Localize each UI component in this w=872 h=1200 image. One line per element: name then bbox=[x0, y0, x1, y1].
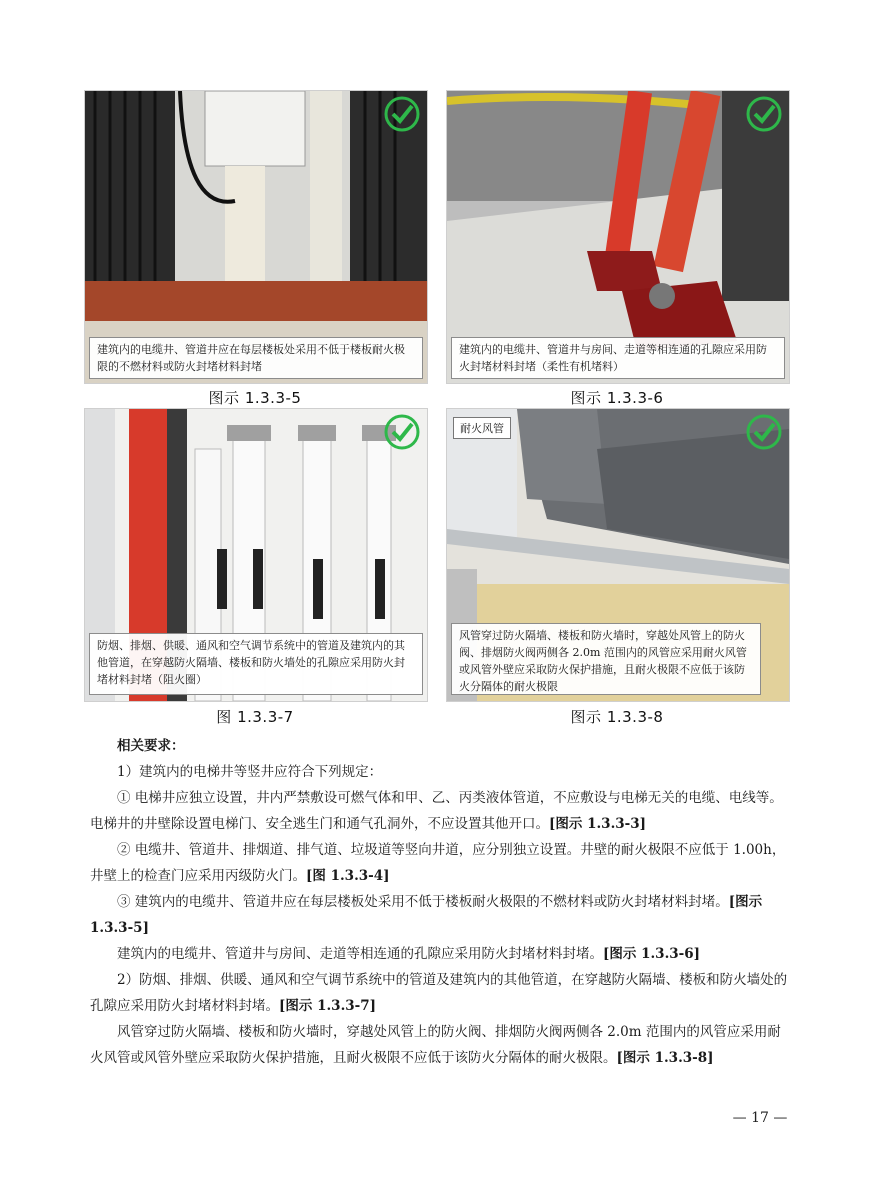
figure-reference: [图 1.3.3-4] bbox=[306, 868, 390, 884]
paragraph-text: 风管穿过防火隔墙、楼板和防火墙时，穿越处风管上的防火阀、排烟防火阀两侧各 2.0m 范围内的风管应采用耐火风管或风管外壁应采取防火保护措施，且耐火极限不应低于该防火分隔体的耐火极限。 bbox=[90, 1024, 781, 1066]
figure-cable-shaft-photo bbox=[84, 90, 428, 384]
paragraph bbox=[90, 967, 790, 1019]
figure-label: 图示 1.3.3-8 bbox=[570, 708, 664, 726]
figure-caption: 建筑内的电缆井、管道井应在每层楼板处采用不低于楼板耐火极限的不燃材料或防火封堵材料封堵 bbox=[89, 337, 423, 379]
paragraph-text: ③ 建筑内的电缆井、管道井应在每层楼板处采用不低于楼板耐火极限的不燃材料或防火封堵材料封堵。 bbox=[117, 894, 729, 910]
figure-label: 图示 1.3.3-5 bbox=[208, 389, 302, 407]
section-heading: 相关要求： bbox=[117, 738, 185, 754]
figure-caption: 风管穿过防火隔墙、楼板和防火墙时，穿越处风管上的防火阀、排烟防火阀两侧各 2.0m 范围内的风管应采用耐火风管或风管外壁应采取防火保护措施，且耐火极限不应低于该防火分隔体的耐火极限 bbox=[451, 623, 761, 695]
page-number: — 17 — bbox=[732, 1110, 788, 1126]
paragraph bbox=[90, 889, 790, 941]
paragraph bbox=[90, 941, 790, 967]
figure-fire-duct-photo bbox=[446, 408, 790, 702]
paragraph-text: 2）防烟、排烟、供暖、通风和空气调节系统中的管道及建筑内的其他管道，在穿越防火隔墙、楼板和防火墙处的孔隙应采用防火封堵材料封堵。 bbox=[90, 972, 788, 1014]
check-icon bbox=[383, 413, 421, 451]
figure-pipe-shaft-photo bbox=[446, 90, 790, 384]
paragraph bbox=[90, 837, 790, 889]
check-icon bbox=[745, 95, 783, 133]
figure-reference: [图示 1.3.3-6] bbox=[603, 946, 701, 962]
paragraph-text: ① 电梯井应独立设置，井内严禁敷设可燃气体和甲、乙、丙类液体管道，不应敷设与电梯无关的电缆、电线等。电梯井的井壁除设置电梯门、安全逃生门和通气孔洞外，不应设置其他开口。 bbox=[90, 790, 783, 832]
paragraph: 1）建筑内的电梯井等竖井应符合下列规定： bbox=[117, 764, 383, 780]
requirements-text bbox=[90, 733, 790, 1071]
figure-label: 图 1.3.3-7 bbox=[216, 708, 294, 726]
figure-reference: [图示 1.3.3-8] bbox=[616, 1050, 714, 1066]
figure-reference: [图示 1.3.3-3] bbox=[549, 816, 647, 832]
figure-fire-collar-photo bbox=[84, 408, 428, 702]
figure-label: 图示 1.3.3-6 bbox=[570, 389, 664, 407]
paragraph bbox=[90, 1019, 790, 1071]
paragraph bbox=[90, 785, 790, 837]
figure-caption: 建筑内的电缆井、管道井与房间、走道等相连通的孔隙应采用防火封堵材料封堵（柔性有机堵料） bbox=[451, 337, 785, 379]
paragraph-text: 建筑内的电缆井、管道井与房间、走道等相连通的孔隙应采用防火封堵材料封堵。 bbox=[117, 946, 603, 962]
check-icon bbox=[383, 95, 421, 133]
check-icon bbox=[745, 413, 783, 451]
figure-tag: 耐火风管 bbox=[453, 417, 511, 439]
figure-reference: [图示 1.3.3-7] bbox=[279, 998, 377, 1014]
figure-reference: [图示 1.3.3-5] bbox=[90, 894, 763, 936]
figure-caption: 防烟、排烟、供暖、通风和空气调节系统中的管道及建筑内的其他管道，在穿越防火隔墙、楼板和防火墙处的孔隙应采用防火封堵材料封堵（阻火圈） bbox=[89, 633, 423, 695]
paragraph-text: ② 电缆井、管道井、排烟道、排气道、垃圾道等竖向井道，应分别独立设置。井壁的耐火极限不应低于 1.00h，井壁上的检查门应采用丙级防火门。 bbox=[90, 842, 786, 884]
